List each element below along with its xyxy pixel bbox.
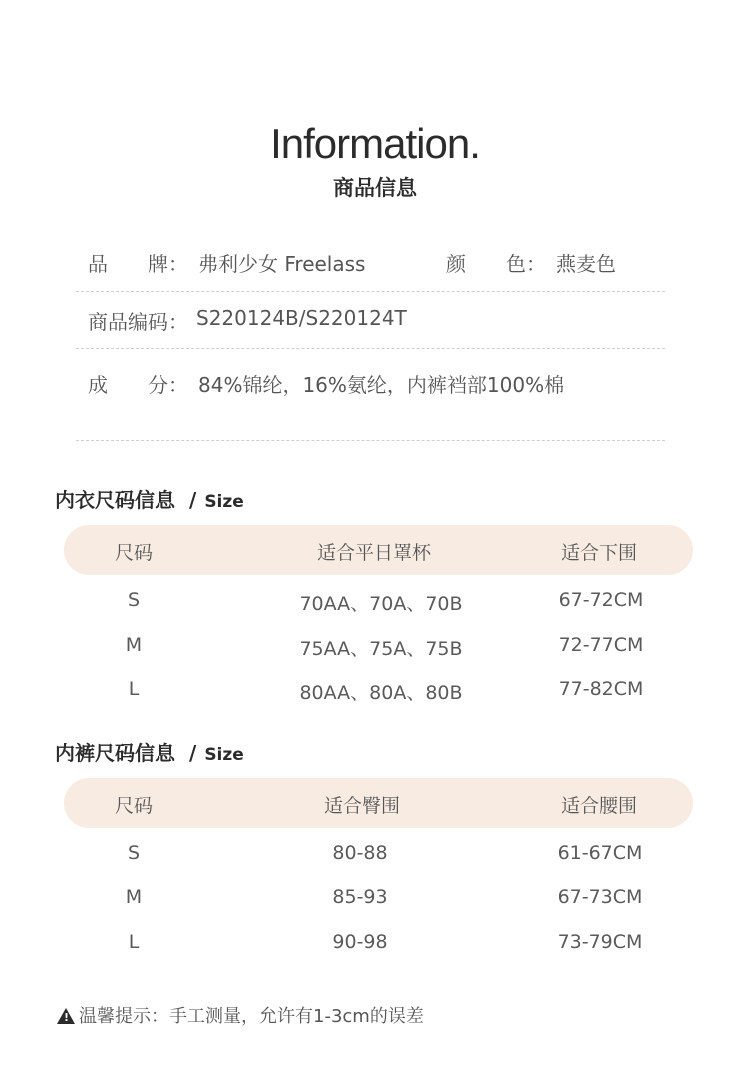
page-title-cn: 商品信息 bbox=[333, 176, 417, 200]
brand-label: 品 牌： bbox=[88, 252, 188, 276]
table-cell: 67-73CM bbox=[557, 886, 643, 908]
table-cell: 72-77CM bbox=[558, 634, 644, 656]
info-row-brand-color bbox=[76, 248, 665, 276]
code-value: S220124B/S220124T bbox=[196, 306, 407, 330]
table-cell: 75AA、75A、75B bbox=[299, 638, 463, 660]
header-size: 尺码 bbox=[114, 542, 154, 564]
panty-size-title bbox=[55, 737, 244, 766]
divider bbox=[76, 291, 665, 292]
table-cell: S bbox=[127, 589, 141, 611]
table-cell: 85-93 bbox=[332, 886, 388, 908]
table-cell: M bbox=[125, 886, 143, 908]
brand-value: 弗利少女 Freelass bbox=[198, 252, 366, 276]
table-cell: 77-82CM bbox=[558, 678, 644, 700]
header-underbust: 适合下围 bbox=[560, 542, 638, 564]
table-cell: L bbox=[128, 678, 140, 700]
material-label: 成 分： bbox=[88, 373, 188, 397]
code-label: 商品编码： bbox=[88, 310, 188, 334]
measurement-note bbox=[57, 1002, 424, 1028]
table-cell: 90-98 bbox=[332, 931, 388, 953]
table-cell: 80AA、80A、80B bbox=[299, 682, 463, 704]
bra-size-table-header bbox=[64, 525, 693, 575]
header-waist: 适合腰围 bbox=[560, 795, 638, 817]
note-text: 温馨提示：手工测量，允许有1-3cm的误差 bbox=[79, 1006, 424, 1027]
table-cell: 70AA、70A、70B bbox=[299, 593, 463, 615]
warning-icon bbox=[57, 1008, 75, 1024]
bra-size-title bbox=[55, 484, 244, 513]
divider bbox=[76, 440, 665, 441]
bra-size-title-cn: 内衣尺码信息 bbox=[55, 488, 175, 512]
title-slash: / bbox=[189, 488, 197, 512]
panty-size-title-en: Size bbox=[204, 745, 244, 765]
divider bbox=[76, 348, 665, 349]
title-slash: / bbox=[189, 741, 197, 765]
table-cell: 67-72CM bbox=[558, 589, 644, 611]
info-row-code bbox=[76, 306, 665, 334]
header-size: 尺码 bbox=[114, 795, 154, 817]
table-cell: S bbox=[127, 842, 141, 864]
header-hip: 适合臀围 bbox=[323, 795, 401, 817]
bra-size-title-en: Size bbox=[204, 492, 244, 512]
table-cell: 80-88 bbox=[332, 842, 388, 864]
material-value: 84%锦纶，16%氨纶，内裤裆部100%棉 bbox=[198, 373, 565, 397]
panty-size-title-cn: 内裤尺码信息 bbox=[55, 741, 175, 765]
color-label: 颜 色： bbox=[446, 252, 546, 276]
table-cell: L bbox=[128, 931, 140, 953]
table-cell: 61-67CM bbox=[557, 842, 643, 864]
color-value: 燕麦色 bbox=[556, 252, 616, 276]
header-cup: 适合平日罩杯 bbox=[316, 542, 432, 564]
info-row-material bbox=[76, 369, 665, 397]
page-title-en: Information. bbox=[270, 120, 480, 167]
panty-size-table-header bbox=[64, 778, 693, 828]
table-cell: 73-79CM bbox=[557, 931, 643, 953]
table-cell: M bbox=[125, 634, 143, 656]
